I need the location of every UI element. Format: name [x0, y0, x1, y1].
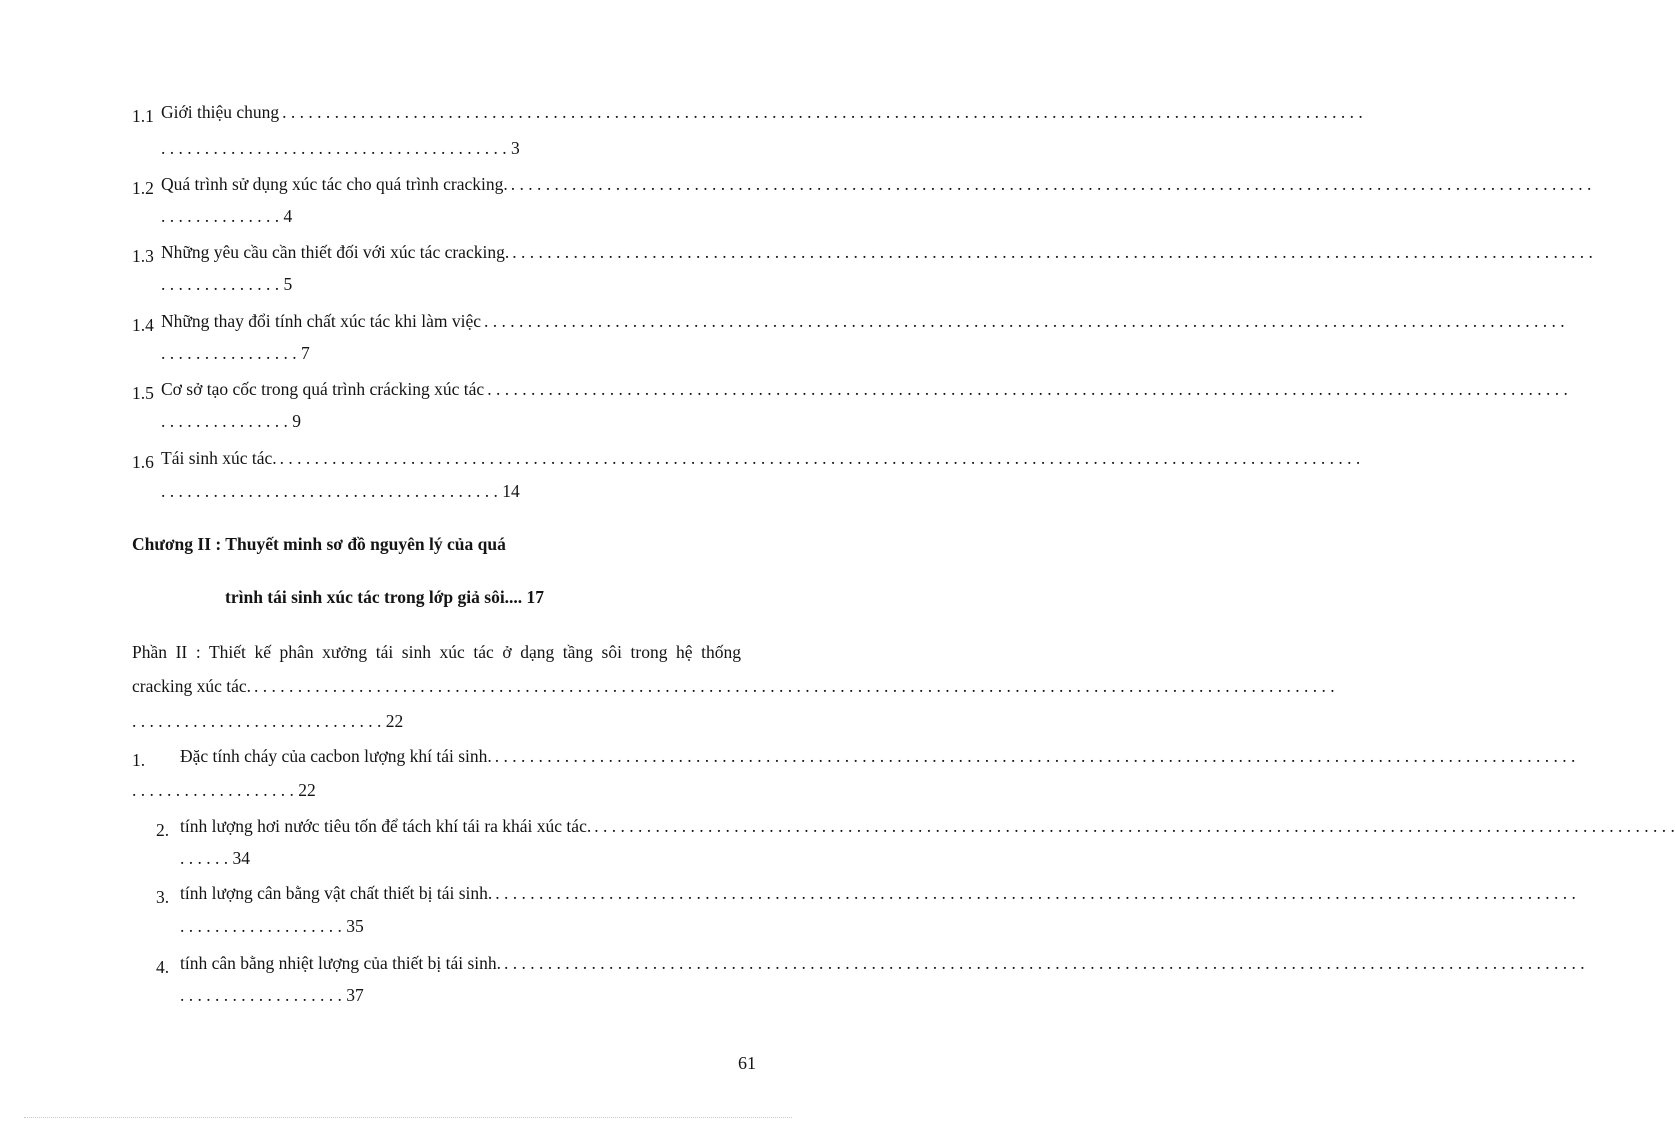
- toc-item-page: 37: [346, 985, 364, 1005]
- toc-subitem-number: 2.: [156, 820, 170, 840]
- toc-leader-dots: . . . . . . . . . . . . . . . . . . .: [132, 780, 294, 800]
- toc-item-number: 1.3: [132, 246, 154, 266]
- page-bottom-border: [24, 1117, 792, 1118]
- toc-subitem-title: Đặc tính cháy của cacbon lượng khí tái sinh.: [180, 746, 492, 766]
- toc-item-page: 7: [301, 343, 310, 363]
- toc-item-title: Tái sinh xúc tác.: [161, 448, 277, 468]
- toc-item-page: 9: [292, 411, 301, 431]
- toc-leader-dots: . . . . . . . . . . . . . . . . . . . . . . . . . . . . . . . . . . . . . . . . . . . . . . . . . . . . . . . . . . . . . . . . . . . . . . . . . . . . . . . . . . . . . . . . . . . . . . . . . . . . . . . . . . . . . . . . . . . . . . . . . . . .: [510, 174, 1592, 194]
- toc-item-number: 1.2: [132, 178, 154, 198]
- toc-leader-dots: . . . . . . . . . . . . . .: [161, 206, 280, 226]
- toc-item-title: Quá trình sử dụng xúc tác cho quá trình cracking.: [161, 174, 508, 194]
- toc-item-number: 1.5: [132, 383, 154, 403]
- toc-item-page: 35: [346, 916, 364, 936]
- toc-item-continuation: [161, 137, 520, 159]
- toc-item-title: Những yêu cầu cần thiết đối với xúc tác cracking.: [161, 242, 510, 262]
- toc-item-title: Cơ sở tạo cốc trong quá trình crácking xúc tác: [161, 379, 485, 399]
- toc-leader-dots: . . . . . . . . . . . . . . . . . . . . . . . . . . . . . . . . . . . . . . . . . . . . . . . . . . . . . . . . . . . . . . . . . . . . . . . . . . . . . . . . . . . . . . . . . . . . . . . . . . . . . . . . . . . . . . . . . . . . . . . . . . . .: [254, 676, 1335, 696]
- toc-item-title: Những thay đổi tính chất xúc tác khi làm việc: [161, 311, 482, 331]
- toc-subitem-line: [180, 882, 1576, 904]
- toc-part-heading: Phần II : Thiết kế phân xưởng tái sinh xúc tác ở dạng tầng sôi trong hệ thống: [132, 642, 741, 662]
- toc-leader-dots: . . . . . . . . . . . . . . . . . . . . . . . . . . . . . . . . . . . . . . . . . . . . . . . . . . . . . . . . . . . . . . . . . . . . . . . . . . . . . . . . . . . . . . . . . . . . . . . . . . . . . . . . . . . . . . . . . . . . . . . . . . . .: [504, 953, 1585, 973]
- toc-item-continuation: [161, 410, 301, 432]
- toc-part-heading-continuation: cracking xúc tác.: [132, 676, 252, 696]
- toc-item-page: 14: [502, 481, 520, 501]
- toc-chapter-heading-continuation: trình tái sinh xúc tác trong lớp giả sôi.... 17: [225, 587, 545, 607]
- toc-leader-dots: . . . . . . . . . . . . . . . . . . . . . . . . . . . . . . . . . . . . . . . . . . . . . . . . . . . . . . . . . . . . . . . . . . . . . . . . . . . . . . . . . . . . . . . . . . . . . . . . . . . . . . . . . . . . . . . . . . . . . . . . . . . .: [512, 242, 1593, 262]
- toc-item-line: [161, 173, 1592, 195]
- toc-leader-dots: . . . . . . . . . . . . . . . . . . . . . . . . . . . . . . . . . . . . . . . . . . . . . . . . . . . . . . . . . . . . . . . . . . . . . . . . . . . . . . . . . . . . . . . . . . . . . . . . . . . . . . . . . . . . . . . . . . . . . . . . . . . .: [282, 102, 1363, 122]
- toc-leader-dots: . . . . . . . . . . . . . . . . . . . . . . . . . . . . . . . . . . . . . . . . . . . . . . . . . . . . . . . . . . . . . . . . . . . . . . . . . . . . . . . . . . . . . . . . . . . . . . . . . . . . . . . . . . . . . . . . . . . . . . . . . . . .: [494, 746, 1576, 766]
- toc-item-line: [161, 447, 1361, 469]
- toc-leader-dots: . . . . . . . . . . . . . . . . . . . . . . . . . . . . .: [132, 711, 382, 731]
- toc-item-continuation: [180, 847, 250, 869]
- toc-item-continuation: [180, 915, 364, 937]
- toc-leader-dots: . . . . . . . . . . . . . . . . . . . . . . . . . . . . . . . . . . . . . . . . . . . . . . . . . . . . . . . . . . . . . . . . . . . . . . . . . . . . . . . . . . . . . . . . . . . . . . . . . . . . . . . . . . . . . . . . . . . . . . . . . . . .: [484, 311, 1565, 331]
- toc-subitem-line: [180, 745, 1576, 767]
- toc-subitem-number: 1.: [132, 750, 146, 770]
- toc-item-continuation: [161, 273, 292, 295]
- toc-item-page: 22: [298, 780, 316, 800]
- toc-item-continuation: [132, 710, 403, 732]
- toc-item-line: [161, 378, 1568, 400]
- toc-item-continuation: [161, 205, 292, 227]
- toc-leader-dots: . . . . . . . . . . . . . . . . . . . . . . . . . . . . . . . . . . . . . . . .: [161, 138, 507, 158]
- toc-item-page: 22: [385, 711, 404, 731]
- toc-subitem-line: [180, 952, 1585, 974]
- toc-leader-dots: . . . . . .: [180, 848, 229, 868]
- toc-subitem-title: tính lượng cân bằng vật chất thiết bị tái sinh.: [180, 883, 493, 903]
- toc-leader-dots: . . . . . . . . . . . . . . . .: [161, 343, 297, 363]
- toc-item-continuation: [161, 342, 310, 364]
- toc-item-page: 5: [283, 274, 293, 294]
- toc-item-page: 4: [283, 206, 293, 226]
- toc-item-continuation: [132, 779, 316, 801]
- toc-item-line: [161, 241, 1593, 263]
- toc-item-line: [161, 310, 1565, 332]
- toc-subitem-title: tính lượng hơi nước tiêu tốn để tách khí tái ra khái xúc tác.: [180, 816, 592, 836]
- toc-item-number: 1.4: [132, 315, 154, 335]
- toc-item-page: 34: [232, 848, 250, 868]
- toc-leader-dots: . . . . . . . . . . . . . . . . . . . . . . . . . . . . . . . . . . . . . . . . . . . . . . . . . . . . . . . . . . . . . . . . . . . . . . . . . . . . . . . . . . . . . . . . . . . . . . . . . . . . . . . . . . . . . . . . . . . . . . . . . . . .: [487, 379, 1568, 399]
- toc-item-title: Giới thiệu chung: [161, 102, 280, 122]
- page-number: 61: [738, 1053, 756, 1073]
- toc-item-number: 1.6: [132, 452, 154, 472]
- toc-leader-dots: . . . . . . . . . . . . . . .: [161, 411, 288, 431]
- toc-leader-dots: . . . . . . . . . . . . . . . . . . .: [180, 985, 342, 1005]
- toc-leader-dots: . . . . . . . . . . . . . .: [161, 274, 280, 294]
- toc-leader-dots: . . . . . . . . . . . . . . . . . . . . . . . . . . . . . . . . . . . . . . . . . . . . . . . . . . . . . . . . . . . . . . . . . . . . . . . . . . . . . . . . . . . . . . . . . . . . . . . . . . . . . . . . . . . . . . . . . . . . . . . . . . . .: [594, 816, 1675, 836]
- toc-subitem-number: 3.: [156, 887, 170, 907]
- toc-subitem-line: [180, 815, 1675, 837]
- toc-item-continuation: [180, 984, 364, 1006]
- toc-leader-dots: . . . . . . . . . . . . . . . . . . . . . . . . . . . . . . . . . . . . . . . . . . . . . . . . . . . . . . . . . . . . . . . . . . . . . . . . . . . . . . . . . . . . . . . . . . . . . . . . . . . . . . . . . . . . . . . . . . . . . . . . . . . .: [495, 883, 1576, 903]
- toc-part-heading-line: [132, 675, 1335, 697]
- toc-chapter-heading: Chương II : Thuyết minh sơ đồ nguyên lý của quá: [132, 534, 506, 554]
- toc-item-page: 3: [511, 138, 520, 158]
- toc-subitem-title: tính cân bằng nhiệt lượng của thiết bị tái sinh.: [180, 953, 502, 973]
- toc-item-line: [161, 101, 1363, 123]
- toc-item-continuation: [161, 480, 520, 502]
- toc-item-number: 1.1: [132, 106, 154, 126]
- toc-leader-dots: . . . . . . . . . . . . . . . . . . .: [180, 916, 342, 936]
- toc-leader-dots: . . . . . . . . . . . . . . . . . . . . . . . . . . . . . . . . . . . . . . . . . . . . . . . . . . . . . . . . . . . . . . . . . . . . . . . . . . . . . . . . . . . . . . . . . . . . . . . . . . . . . . . . . . . . . . . . . . . . . . . . . . . .: [279, 448, 1361, 468]
- toc-leader-dots: . . . . . . . . . . . . . . . . . . . . . . . . . . . . . . . . . . . . . . .: [161, 481, 498, 501]
- toc-subitem-number: 4.: [156, 957, 170, 977]
